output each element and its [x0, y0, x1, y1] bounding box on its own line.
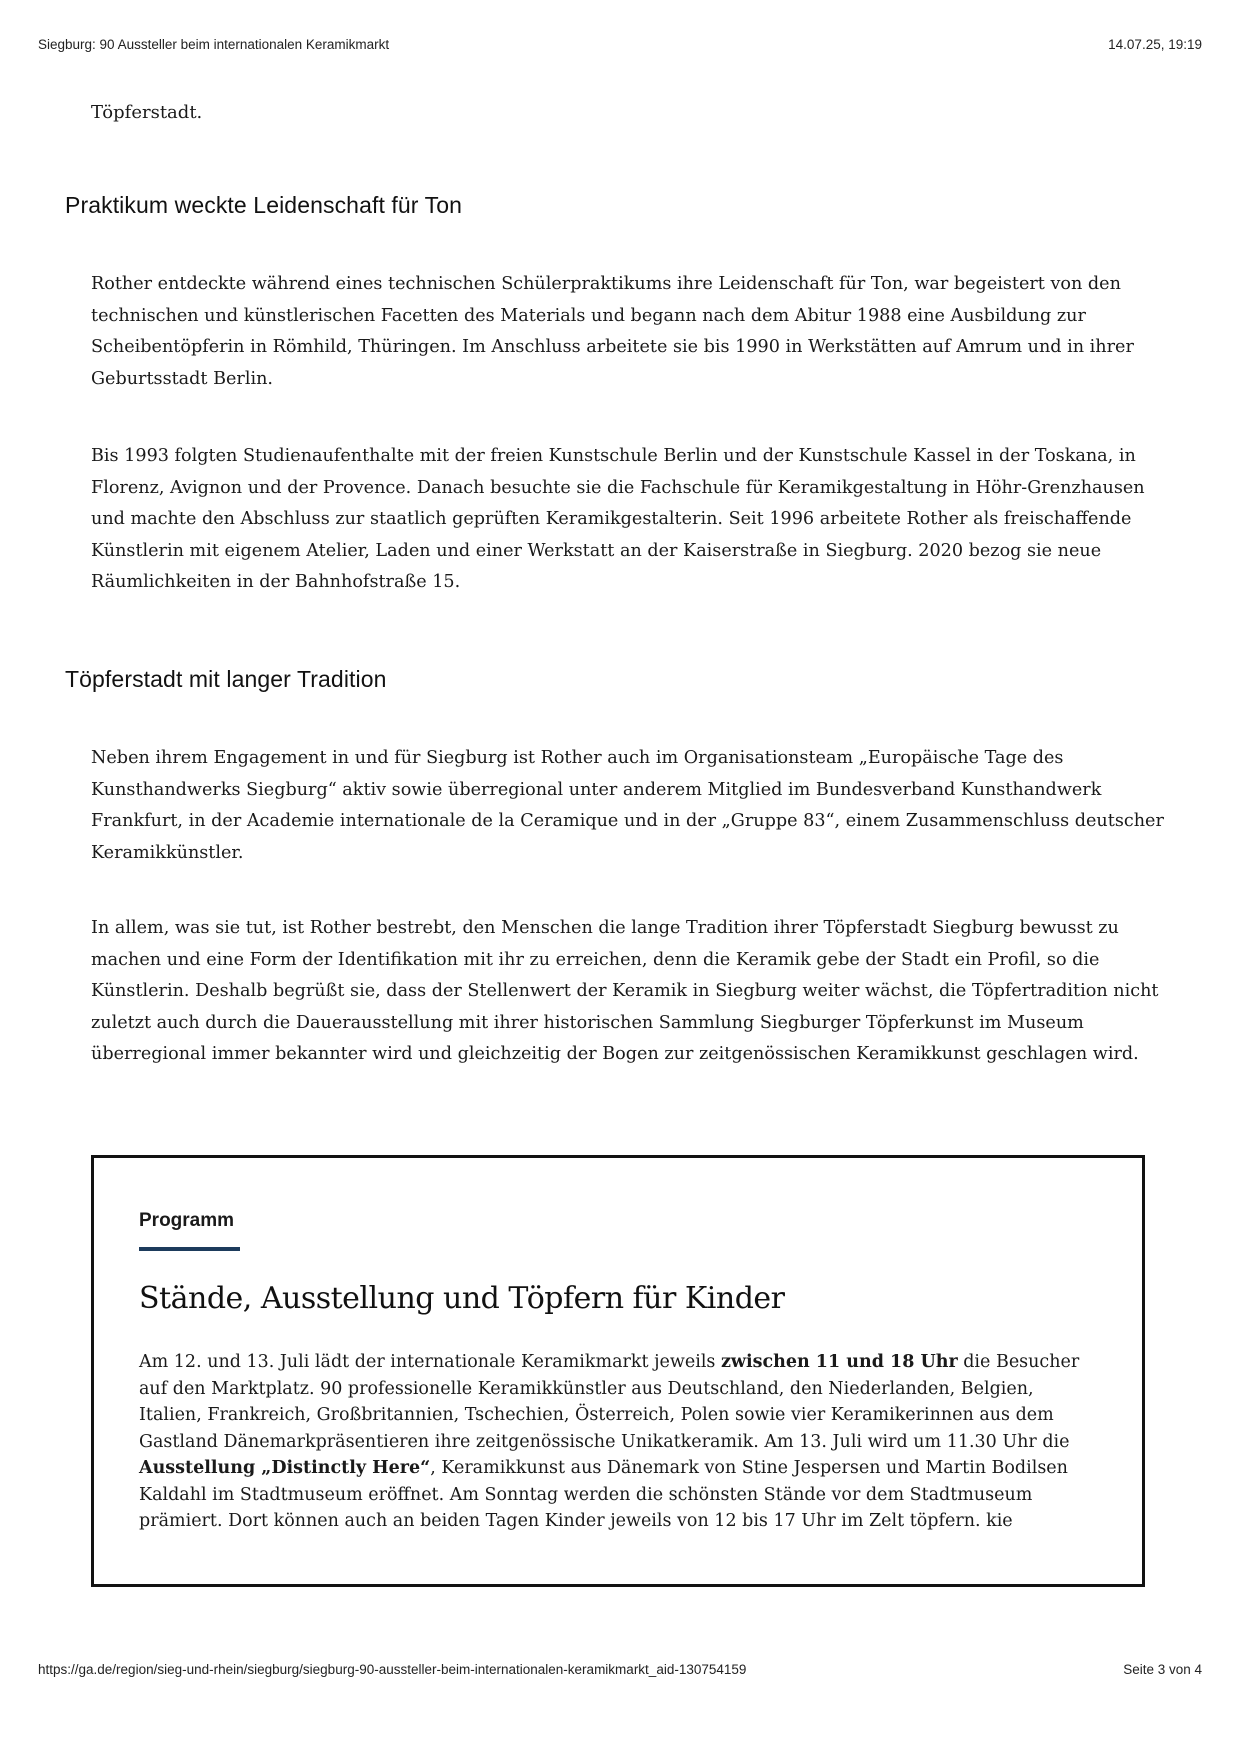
kicker-underline	[139, 1247, 240, 1251]
infobox-kicker: Programm	[139, 1210, 235, 1231]
infobox-text-exhibition: Ausstellung „Distinctly Here“	[139, 1458, 431, 1478]
section-heading-praktikum: Praktikum weckte Leidenschaft für Ton	[65, 192, 463, 218]
paragraph-continuation: Töpferstadt.	[91, 102, 203, 123]
infobox-title: Stände, Ausstellung und Töpfern für Kinder	[139, 1281, 785, 1316]
print-footer-url: https://ga.de/region/sieg-und-rhein/siegburg/siegburg-90-aussteller-beim-internationalen-keramikmarkt_aid-130754159	[38, 1662, 747, 1677]
print-footer	[38, 1662, 1202, 1677]
paragraph-tradition-1: Neben ihrem Engagement in und für Siegburg ist Rother auch im Organisationsteam „Europäische Tage des Kunsthandwerks Siegburg“ aktiv sowie überregional unter anderem Mitglied im Bundesverband Kunsthandwerk Frankfurt, in der Academie internationale de la Ceramique und in der „Gruppe 83“, einem Zusammenschluss deutscher Keramikkünstler.	[91, 748, 1164, 863]
infobox-text-time: zwischen 11 und 18 Uhr	[720, 1352, 958, 1372]
print-header	[38, 37, 1202, 52]
infobox-text	[139, 1349, 1099, 1535]
infobox-text-part3: , Keramikkunst aus Dänemark von Stine Jespersen und Martin Bodilsen Kaldahl im Stadtmuseum eröffnet. Am Sonntag werden die schönsten Stände vor dem Stadtmuseum prämiert. Dort können auch an beiden Tagen Kinder jeweils von 12 bis 17 Uhr im Zelt töpfern. kie	[139, 1458, 1068, 1531]
print-footer-page: Seite 3 von 4	[1123, 1662, 1202, 1677]
section-heading-tradition: Töpferstadt mit langer Tradition	[65, 666, 387, 692]
paragraph-tradition-2: In allem, was sie tut, ist Rother bestrebt, den Menschen die lange Tradition ihrer Töpferstadt Siegburg bewusst zu machen und eine Form der Identifikation mit ihr zu erreichen, denn die Keramik gebe der Stadt ein Profil, so die Künstlerin. Deshalb begrüßt sie, dass der Stellenwert der Keramik in Siegburg weiter wächst, die Töpfertradition nicht zuletzt auch durch die Dauerausstellung mit ihrer historischen Sammlung Siegburger Töpferkunst im Museum überregional immer bekannter wird und gleichzeitig der Bogen zur zeitgenössischen Keramikkunst geschlagen wird.	[91, 918, 1159, 1064]
print-header-title: Siegburg: 90 Aussteller beim internationalen Keramikmarkt	[38, 37, 390, 52]
paragraph-praktikum-1: Rother entdeckte während eines technischen Schülerpraktikums ihre Leidenschaft für Ton, war begeistert von den technischen und künstlerischen Facetten des Materials und begann nach dem Abitur 1988 eine Ausbildung zur Scheibentöpferin in Römhild, Thüringen. Im Anschluss arbeitete sie bis 1990 in Werkstätten auf Amrum und in ihrer Geburtsstadt Berlin.	[91, 274, 1134, 389]
infobox-text-part2: die Besucher auf den Marktplatz. 90 professionelle Keramikkünstler aus Deutschland, den Niederlanden, Belgien, Italien, Frankreich, Großbritannien, Tschechien, Österreich, Polen sowie vier Keramikerinnen aus dem Gastland Dänemarkpräsentieren ihre zeitgenössische Unikatkeramik. Am 13. Juli wird um 11.30 Uhr die	[139, 1352, 1080, 1452]
paragraph-praktikum-2: Bis 1993 folgten Studienaufenthalte mit der freien Kunstschule Berlin und der Kunstschule Kassel in der Toskana, in Florenz, Avignon und der Provence. Danach besuchte sie die Fachschule für Keramikgestaltung in Höhr-Grenzhausen und machte den Abschluss zur staatlich geprüften Keramikgestalterin. Seit 1996 arbeitete Rother als freischaffende Künstlerin mit eigenem Atelier, Laden und einer Werkstatt an der Kaiserstraße in Siegburg. 2020 bezog sie neue Räumlichkeiten in der Bahnhofstraße 15.	[91, 446, 1145, 592]
infobox-text-part1: Am 12. und 13. Juli lädt der internationale Keramikmarkt jeweils	[139, 1352, 721, 1372]
print-header-datetime: 14.07.25, 19:19	[1108, 37, 1202, 52]
program-infobox	[91, 1155, 1145, 1587]
